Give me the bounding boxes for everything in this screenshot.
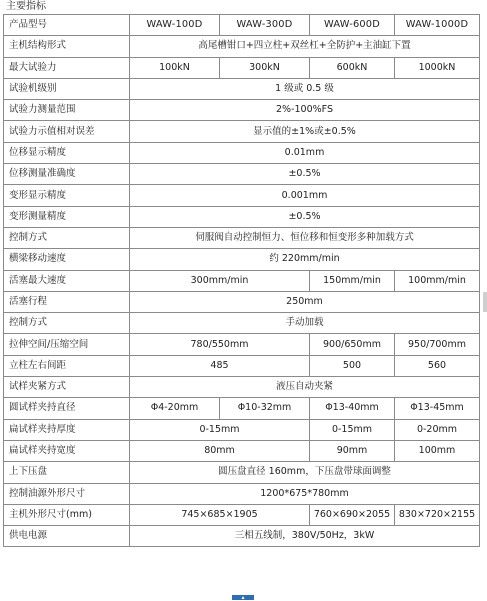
model-cell: WAW-100D — [130, 15, 220, 36]
value-cell: 780/550mm — [130, 334, 310, 355]
value-cell: 760×690×2055 — [310, 504, 395, 525]
spec-table — [3, 14, 480, 547]
row-value: 约 220mm/min — [130, 249, 480, 270]
row-label: 位移显示精度 — [4, 142, 130, 163]
table-row-disp-display — [4, 142, 480, 163]
table-row-piston-stroke — [4, 291, 480, 312]
value-cell: 0-15mm — [310, 419, 395, 440]
row-value: 0.01mm — [130, 142, 480, 163]
table-row-machine-level — [4, 78, 480, 99]
row-value: 2%-100%FS — [130, 100, 480, 121]
row-label: 试验力示值相对误差 — [4, 121, 130, 142]
table-row-tension-space — [4, 334, 480, 355]
table-row-platen — [4, 462, 480, 483]
value-cell: 300mm/min — [130, 270, 310, 291]
model-cell: WAW-1000D — [395, 15, 480, 36]
row-value: 伺服阀自动控制恒力、恒位移和恒变形多种加载方式 — [130, 227, 480, 248]
row-label: 主机结构形式 — [4, 36, 130, 57]
value-cell: 300kN — [220, 57, 310, 78]
value-cell: 1000kN — [395, 57, 480, 78]
table-row-structure — [4, 36, 480, 57]
scrollbar-thumb[interactable] — [483, 292, 487, 312]
row-value: 三相五线制，380V/50Hz，3kW — [130, 526, 480, 547]
row-label: 试验机级别 — [4, 78, 130, 99]
table-row-force-range — [4, 100, 480, 121]
row-label: 试验力测量范围 — [4, 100, 130, 121]
row-label: 控制方式 — [4, 227, 130, 248]
table-row-clamp-mode — [4, 377, 480, 398]
expand-tab[interactable] — [232, 595, 254, 600]
row-label: 变形显示精度 — [4, 185, 130, 206]
row-label: 活塞行程 — [4, 291, 130, 312]
row-label: 位移测量准确度 — [4, 164, 130, 185]
row-label: 横梁移动速度 — [4, 249, 130, 270]
chevron-up-icon: ▴ — [241, 594, 245, 601]
row-value: 1 级或 0.5 级 — [130, 78, 480, 99]
table-row-flat-width — [4, 440, 480, 461]
table-row-main-dims — [4, 504, 480, 525]
value-cell: 745×685×1905 — [130, 504, 310, 525]
row-label: 上下压盘 — [4, 462, 130, 483]
table-row-column-distance — [4, 355, 480, 376]
row-label: 试样夹紧方式 — [4, 377, 130, 398]
row-label: 控制油源外形尺寸 — [4, 483, 130, 504]
row-label: 扁试样夹持宽度 — [4, 440, 130, 461]
value-cell: 100mm/min — [395, 270, 480, 291]
row-value: ±0.5% — [130, 164, 480, 185]
value-cell: 0-20mm — [395, 419, 480, 440]
table-row-force-error — [4, 121, 480, 142]
table-row-flat-thickness — [4, 419, 480, 440]
value-cell: Φ13-45mm — [395, 398, 480, 419]
table-row-round-clamp — [4, 398, 480, 419]
value-cell: 950/700mm — [395, 334, 480, 355]
table-row-deform-accuracy — [4, 206, 480, 227]
table-row-deform-display — [4, 185, 480, 206]
value-cell: Φ10-32mm — [220, 398, 310, 419]
value-cell: Φ13-40mm — [310, 398, 395, 419]
value-cell: 600kN — [310, 57, 395, 78]
row-label: 立柱左右间距 — [4, 355, 130, 376]
model-cell: WAW-600D — [310, 15, 395, 36]
value-cell: 90mm — [310, 440, 395, 461]
row-label: 产品型号 — [4, 15, 130, 36]
row-label: 控制方式 — [4, 313, 130, 334]
row-value: 1200*675*780mm — [130, 483, 480, 504]
row-value: 手动加载 — [130, 313, 480, 334]
value-cell: 560 — [395, 355, 480, 376]
row-label: 拉伸空间/压缩空间 — [4, 334, 130, 355]
table-row-models — [4, 15, 480, 36]
row-value: 液压自动夹紧 — [130, 377, 480, 398]
value-cell: 485 — [130, 355, 310, 376]
row-label: 扁试样夹持厚度 — [4, 419, 130, 440]
row-label: 活塞最大速度 — [4, 270, 130, 291]
table-row-oil-source — [4, 483, 480, 504]
section-heading: 主要指标 — [6, 1, 46, 12]
table-row-piston-speed — [4, 270, 480, 291]
row-value: ±0.5% — [130, 206, 480, 227]
row-value: 0.001mm — [130, 185, 480, 206]
table-row-beam-speed — [4, 249, 480, 270]
table-row-control-mode — [4, 227, 480, 248]
table-row-max-force — [4, 57, 480, 78]
row-value: 圆压盘直径 160mm，下压盘带球面调整 — [130, 462, 480, 483]
value-cell: 0-15mm — [130, 419, 310, 440]
table-row-control-mode-2 — [4, 313, 480, 334]
value-cell: 150mm/min — [310, 270, 395, 291]
table-row-power — [4, 526, 480, 547]
row-value: 显示值的±1%或±0.5% — [130, 121, 480, 142]
row-label: 供电电源 — [4, 526, 130, 547]
model-cell: WAW-300D — [220, 15, 310, 36]
value-cell: 100kN — [130, 57, 220, 78]
row-label: 圆试样夹持直径 — [4, 398, 130, 419]
value-cell: 100mm — [395, 440, 480, 461]
row-value: 250mm — [130, 291, 480, 312]
value-cell: 80mm — [130, 440, 310, 461]
row-label: 最大试验力 — [4, 57, 130, 78]
value-cell: 900/650mm — [310, 334, 395, 355]
row-label: 主机外形尺寸(mm) — [4, 504, 130, 525]
table-row-disp-accuracy — [4, 164, 480, 185]
value-cell: 830×720×2155 — [395, 504, 480, 525]
row-label: 变形测量精度 — [4, 206, 130, 227]
row-value: 高尾槽钳口+四立柱+双丝杠+全防护+主油缸下置 — [130, 36, 480, 57]
value-cell: Φ4-20mm — [130, 398, 220, 419]
value-cell: 500 — [310, 355, 395, 376]
